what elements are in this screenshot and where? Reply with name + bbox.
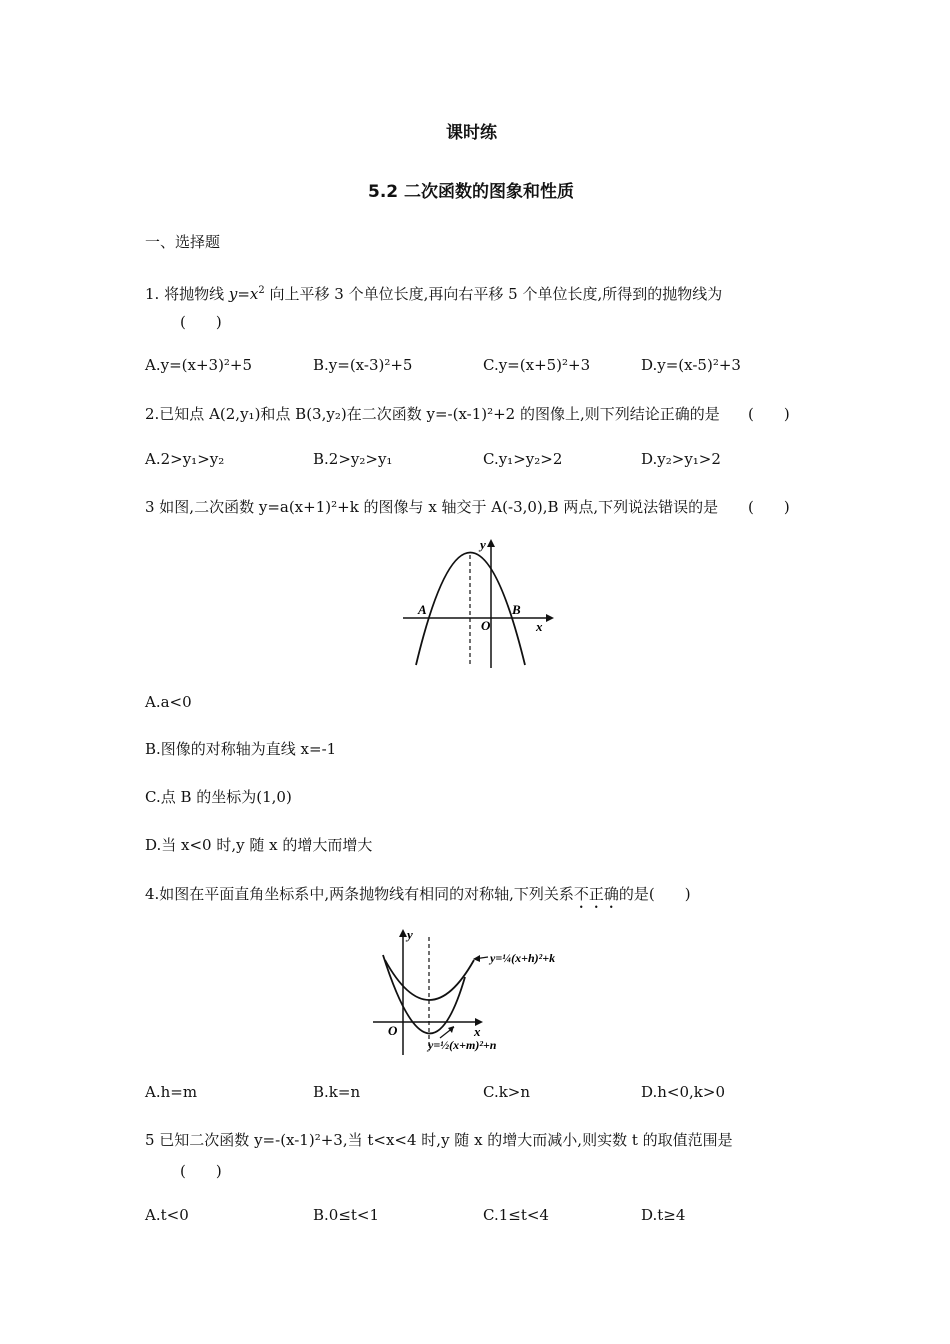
q1-option-b[interactable]: B.y=(x-3)²+5 xyxy=(313,356,413,374)
q4-two-parabolas-figure xyxy=(370,925,590,1060)
q4-option-a[interactable]: A.h=m xyxy=(145,1083,198,1101)
q1-option-c[interactable]: C.y=(x+5)²+3 xyxy=(483,356,591,374)
section-heading: 一、选择题 xyxy=(145,233,221,251)
q1-option-d[interactable]: D.y=(x-5)²+3 xyxy=(641,356,741,374)
question-1-paren: ( ) xyxy=(180,313,222,331)
q1-option-a[interactable]: A.y=(x+3)²+5 xyxy=(145,356,253,374)
question-2-stem: 2.已知点 A(2,y₁)和点 B(3,y₂)在二次函数 y=-(x-1)²+2 的图像上,则下列结论正确的是 xyxy=(145,405,720,423)
q3-parabola-figure xyxy=(398,535,558,670)
q3-point-b-label: B xyxy=(512,602,521,617)
q5-option-a[interactable]: A.t<0 xyxy=(145,1206,189,1224)
q3-y-label: y xyxy=(480,537,486,552)
q5-option-c[interactable]: C.1≤t<4 xyxy=(483,1206,549,1224)
q3-point-a-label: A xyxy=(418,602,427,617)
q2-option-c[interactable]: C.y₁>y₂>2 xyxy=(483,450,563,468)
question-5-stem: 5 已知二次函数 y=-(x-1)²+3,当 t<x<4 时,y 随 x 的增大而减小,则实数 t 的取值范围是 xyxy=(145,1131,733,1149)
q2-option-b[interactable]: B.2>y₂>y₁ xyxy=(313,450,393,468)
q3-option-b[interactable]: B.图像的对称轴为直线 x=-1 xyxy=(145,740,337,758)
question-3-stem: 3 如图,二次函数 y=a(x+1)²+k 的图像与 x 轴交于 A(-3,0),B 两点,下列说法错误的是 xyxy=(145,498,719,516)
q4-curve2-label: y=½(x+m)²+n xyxy=(428,1038,497,1052)
q2-option-a[interactable]: A.2>y₁>y₂ xyxy=(145,450,225,468)
page-title: 课时练 xyxy=(446,123,497,143)
q5-option-b[interactable]: B.0≤t<1 xyxy=(313,1206,380,1224)
q3-option-c[interactable]: C.点 B 的坐标为(1,0) xyxy=(145,788,292,806)
question-2-paren: ( ) xyxy=(748,405,790,423)
question-3-paren: ( ) xyxy=(748,498,790,516)
q4-y-label: y xyxy=(407,927,413,942)
q4-curve1-label: y=¼(x+h)²+k xyxy=(490,951,556,965)
q3-option-a[interactable]: A.a<0 xyxy=(145,693,192,711)
lesson-subtitle: 5.2 二次函数的图象和性质 xyxy=(368,182,575,202)
q5-option-d[interactable]: D.t≥4 xyxy=(641,1206,686,1224)
q4-option-b[interactable]: B.k=n xyxy=(313,1083,361,1101)
emphasized-word: 不正确 xyxy=(573,885,619,903)
q4-option-d[interactable]: D.h<0,k>0 xyxy=(641,1083,726,1101)
q3-origin-label: O xyxy=(481,618,491,633)
q3-option-d[interactable]: D.当 x<0 时,y 随 x 的增大而增大 xyxy=(145,836,373,854)
q2-option-d[interactable]: D.y₂>y₁>2 xyxy=(641,450,721,468)
q3-x-label: x xyxy=(536,619,543,634)
q4-option-c[interactable]: C.k>n xyxy=(483,1083,531,1101)
question-4-stem: 4.如图在平面直角坐标系中,两条抛物线有相同的对称轴,下列关系不正确的是( ) xyxy=(145,885,691,903)
q4-origin-label: O xyxy=(388,1023,398,1038)
question-1-stem: 1. 将抛物线 $y=x^2$ 向上平移 3 个单位长度,再向右平移 5 个单位长度,所得到的抛物线为 xyxy=(145,285,723,303)
q4-x-label: x xyxy=(474,1024,481,1039)
question-5-paren: ( ) xyxy=(180,1162,222,1180)
